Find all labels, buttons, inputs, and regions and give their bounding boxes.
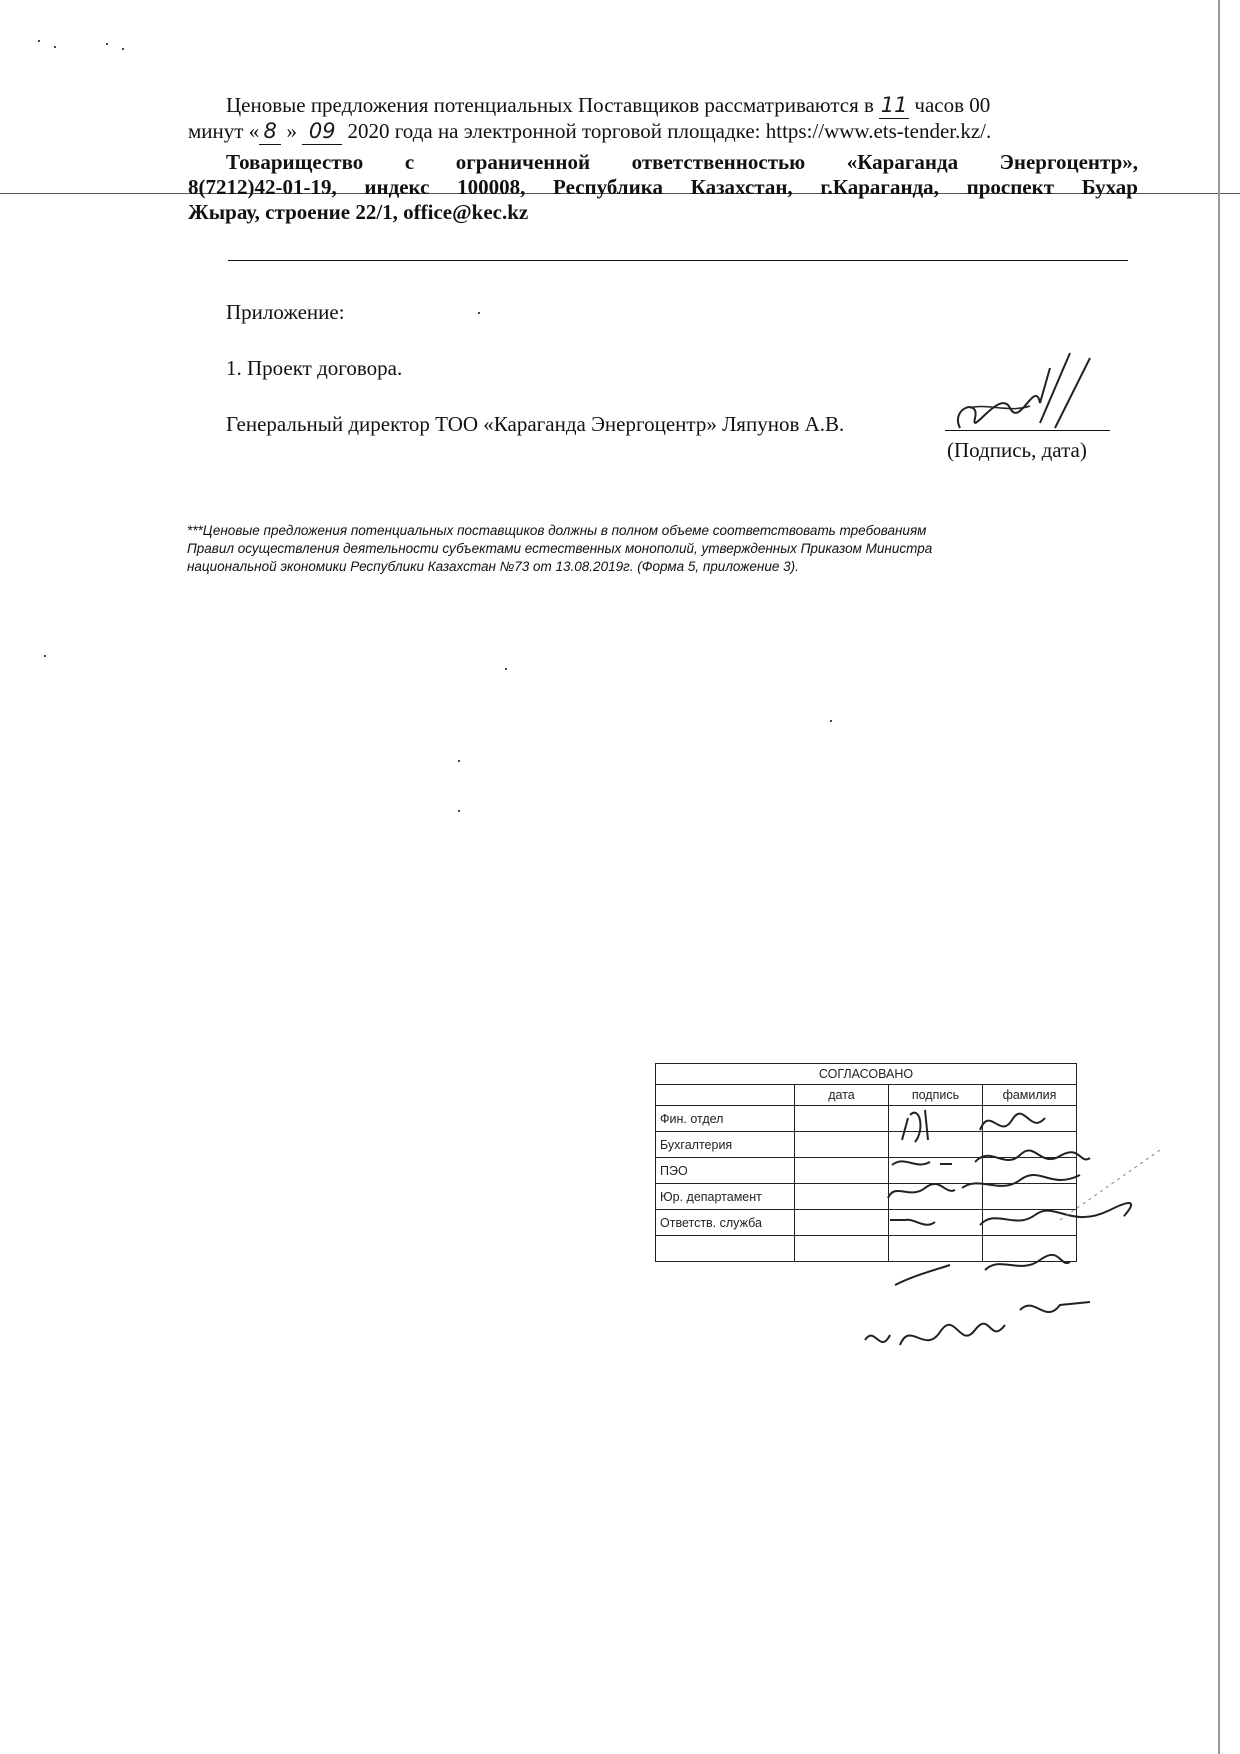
- scan-speck: [38, 40, 40, 42]
- stamp-col-date: дата: [795, 1085, 889, 1106]
- year-text: 2020 года на электронной торговой площадке:: [347, 119, 761, 143]
- quote-close: »: [286, 119, 297, 143]
- scan-speck: [122, 48, 124, 50]
- appendix-heading: Приложение:: [226, 300, 345, 324]
- handwritten-day: 8: [259, 119, 281, 145]
- scan-speck: [830, 720, 832, 722]
- signature-caption: (Подпись, дата): [947, 438, 1087, 462]
- company-underline: [228, 260, 1128, 261]
- handwritten-month: 09: [302, 119, 342, 145]
- stamp-col-signature: подпись: [889, 1085, 983, 1106]
- company-details: [188, 150, 1138, 225]
- review-time-paragraph: [188, 93, 1138, 145]
- company-line-1: Товарищество с ограниченной ответственностью «Караганда Энергоцентр»,: [226, 150, 1138, 174]
- stamp-col-surname: фамилия: [983, 1085, 1077, 1106]
- scan-speck: [54, 46, 56, 48]
- appendix-item-1: 1. Проект договора.: [226, 356, 403, 380]
- company-line-2: 8(7212)42-01-19, индекс 100008, Республика Казахстан, г.Караганда, проспект Бухар: [188, 175, 1138, 199]
- footnote: [187, 522, 1117, 576]
- director-signature-line: Генеральный директор ТОО «Караганда Энергоцентр» Ляпунов А.В.: [226, 412, 845, 436]
- stamp-row-label: Бухгалтерия: [656, 1132, 795, 1158]
- scan-speck: [458, 810, 460, 812]
- handwritten-hour: 11: [880, 93, 908, 117]
- stamp-row-label: ПЭО: [656, 1158, 795, 1184]
- scan-speck: [505, 668, 507, 670]
- url-trailing-dot: .: [986, 119, 992, 143]
- company-line-3: Жырау, строение 22/1, office@kec.kz: [188, 200, 529, 224]
- footnote-line-1: ***Ценовые предложения потенциальных поставщиков должны в полном объеме соответствовать требованиям: [187, 523, 927, 538]
- stamp-title: СОГЛАСОВАНО: [656, 1064, 1077, 1085]
- scan-speck: [44, 655, 46, 657]
- review-text-part2: часов 00: [914, 93, 991, 117]
- stamp-handwritten-signatures: [640, 1070, 1160, 1390]
- scan-right-edge: [1218, 0, 1220, 1754]
- review-text-part1: Ценовые предложения потенциальных Поставщиков рассматриваются в: [226, 93, 874, 117]
- stamp-row-label: Фин. отдел: [656, 1106, 795, 1132]
- stamp-row-label: Ответств. служба: [656, 1210, 795, 1236]
- footnote-line-3: национальной экономики Республики Казахстан №73 от 13.08.2019г. (Форма 5, приложение 3).: [187, 559, 799, 574]
- footnote-line-2: Правил осуществления деятельности субъектами естественных монополий, утвержденных Приказом Министра: [187, 541, 933, 556]
- scan-speck: [458, 760, 460, 762]
- scan-speck: [478, 312, 480, 314]
- ets-tender-link[interactable]: https://www.ets-tender.kz/: [765, 119, 987, 143]
- scan-speck: [106, 43, 108, 45]
- director-signature-scribble: [940, 348, 1100, 438]
- minutes-text: минут «: [188, 119, 260, 143]
- stamp-row-label: Юр. департамент: [656, 1184, 795, 1210]
